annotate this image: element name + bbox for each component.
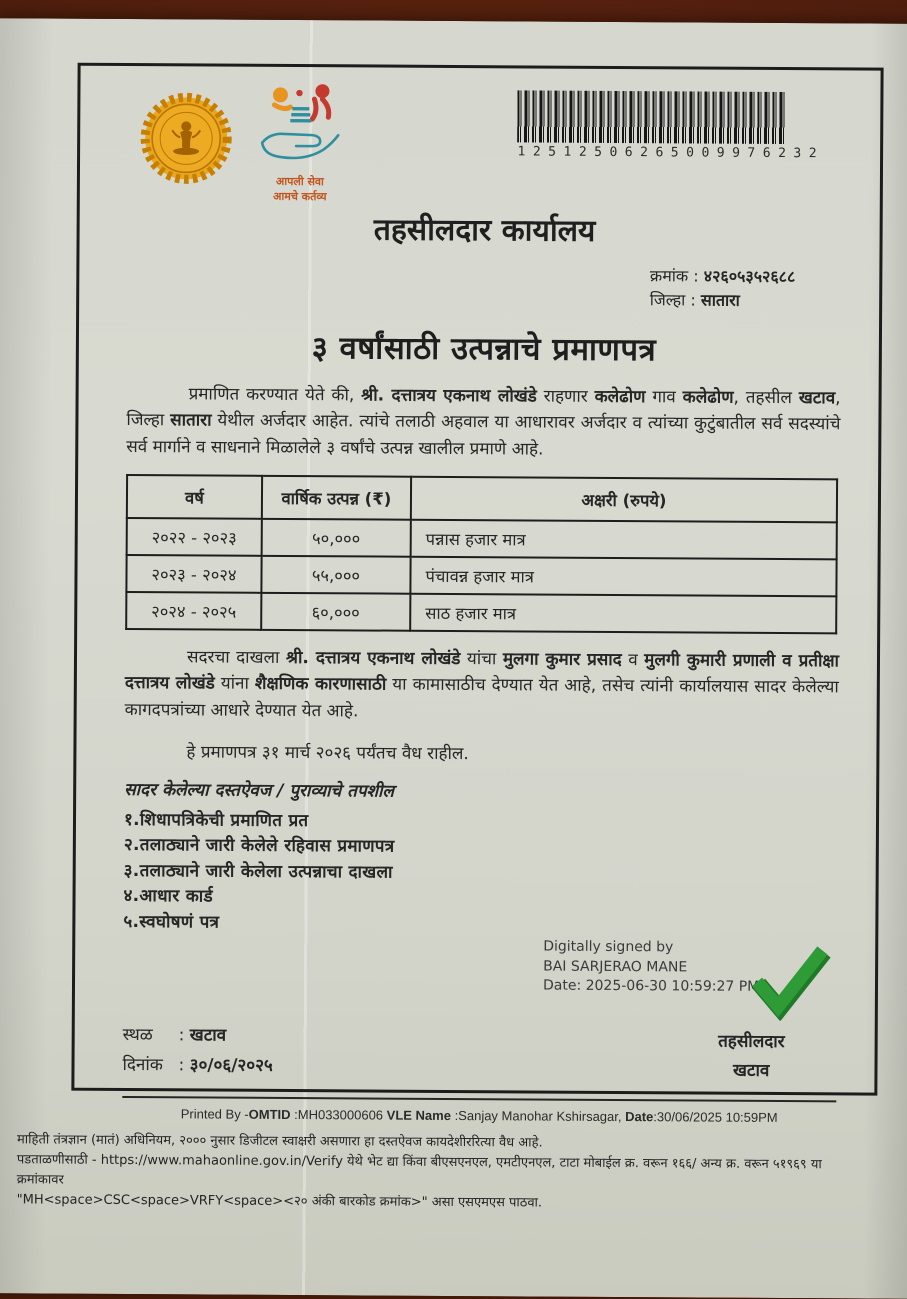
office-title: तहसीलदार कार्यालय xyxy=(373,212,596,249)
ref-number-value: ४२६०५३५२६८८ xyxy=(703,266,796,287)
date-value: ३०/०६/२०२५ xyxy=(189,1055,273,1077)
intro-paragraph: प्रमाणित करण्यात येते की, श्री. दत्तात्रय एकनाथ लोखंडे राहणार कलेढोण गाव कलेढोण, तहसील खटाव, जिल्हा सातारा येथील अर्जदार आहेत. त्यांचे तलाठी अहवाल या आधारावर अर्जदार व त्यांच्या कुटुंबातील सर्व सदस्यांचे सर्व मार्गाने व साधनाने मिळालेले ३ वर्षांचे उत्पन्न खालील प्रमाणे आहे. xyxy=(126,384,841,460)
signature-name: BAI SARJERAO MANE xyxy=(543,958,688,976)
legal-footer-line3: "MH<space>CSC<space>VRFY<space><२० अंकी बारकोड क्रमांक>" असा एसएमएस पाठवा. xyxy=(16,1192,543,1211)
income-table-header-amount: वार्षिक उत्पन्न (₹) xyxy=(262,476,411,520)
list-item: ५.स्वघोषणं पत्र xyxy=(123,911,220,933)
district-value: सातारा xyxy=(700,290,740,310)
certificate-header xyxy=(128,80,843,208)
list-item: १.शिधापत्रिकेची प्रमाणित प्रत xyxy=(123,809,309,831)
legal-footer-line2: पडताळणीसाठी - https://www.mahaonline.gov.in/Verify येथे भेट द्या किंवा बीएसएनएल, एमटीएनएल, टाटा मोबाईल क्र. वरून १६६/ अन्य क्र. वरून ५१९६९ या क्रमांकावर xyxy=(16,1152,822,1188)
certificate-border xyxy=(71,63,883,1125)
scanned-paper xyxy=(0,18,907,1299)
logo-caption-line1: आपली सेवा xyxy=(275,174,324,189)
district-label: जिल्हा : xyxy=(649,290,696,310)
list-item: २.तलाठ्याने जारी केलेले रहिवास प्रमाणपत्र xyxy=(123,835,395,857)
documents-heading: सादर केलेल्या दस्तऐवज / पुराव्याचे तपशील xyxy=(124,780,395,802)
income-table-header-year: वर्ष xyxy=(127,475,262,519)
signature-date: Date: 2025-06-30 10:59:27 PM xyxy=(542,977,760,996)
printed-by-line: Printed By -OMTID :MH033000606 VLE Name :Sanjay Manohar Kshirsagar, Date:30/06/2025 10:59PM xyxy=(122,1096,836,1134)
place-label: स्थळ xyxy=(122,1024,153,1046)
ref-number-label: क्रमांक : xyxy=(649,266,699,286)
place-value: खटाव xyxy=(189,1025,227,1046)
documents-section xyxy=(123,778,838,939)
income-table-header-words: अक्षरी (रुपये) xyxy=(411,477,837,523)
barcode-bars-icon xyxy=(518,90,786,144)
signatory-designation: तहसीलदार खटाव xyxy=(718,1031,785,1081)
maharashtra-emblem-seal-icon xyxy=(136,80,237,205)
table-row: २०२३ - २०२४ ५५,००० पंचावन्न हजार मात्र xyxy=(126,555,836,596)
list-item: ३.तलाठ्याने जारी केलेला उत्पन्नाचा दाखला xyxy=(123,860,393,883)
aaple-sarkar-logo xyxy=(254,81,347,205)
purpose-paragraph: सदरचा दाखला श्री. दत्तात्रय एकनाथ लोखंडे यांचा मुलगा कुमार प्रसाद व मुलगी कुमारी प्रणाली व प्रतीक्षा दत्तात्रय लोखंडे यांना शैक्षणिक कारणासाठी या कामासाठीच देण्यात येत आहे, तसेच त्यांनी कार्यालयास सादर केलेल्या कागदपत्रांच्या आधारे देण्यात येत आहे. xyxy=(124,647,840,722)
date-label: दिनांक xyxy=(122,1055,163,1076)
legal-footer-line1: माहिती तंत्रज्ञान (मातं) अधिनियम, २००० नुसार डिजीटल स्वाक्षरी असणारा हा दस्तऐवज कायदेशीररित्या वैध आहे. xyxy=(17,1132,543,1151)
barcode-number: 12512506265009976232 xyxy=(517,144,825,162)
signature-check-icon xyxy=(743,940,832,1030)
certificate-footer-row: स्थळ : खटाव दिनांक : ३०/०६/२०२५ तहसीलदार खटाव xyxy=(122,1020,836,1086)
certificate-title: ३ वर्षांसाठी उत्पन्नाचे प्रमाणपत्र xyxy=(311,330,657,369)
list-item: ४.आधार कार्ड xyxy=(123,886,213,907)
reference-block xyxy=(650,264,796,313)
digital-signature-block xyxy=(543,938,803,998)
income-table xyxy=(125,474,838,634)
legal-footer xyxy=(17,1130,867,1216)
signature-line1: Digitally signed by xyxy=(543,938,674,956)
table-row: २०२२ - २०२३ ५०,००० पन्नास हजार मात्र xyxy=(127,518,837,559)
logo-caption-line2: आमचे कर्तव्य xyxy=(273,189,327,204)
barcode xyxy=(518,90,825,161)
table-row: २०२४ - २०२५ ६०,००० साठ हजार मात्र xyxy=(126,592,836,633)
validity-line: हे प्रमाणपत्र ३१ मार्च २०२६ पर्यंतच वैध राहील. xyxy=(186,742,469,765)
